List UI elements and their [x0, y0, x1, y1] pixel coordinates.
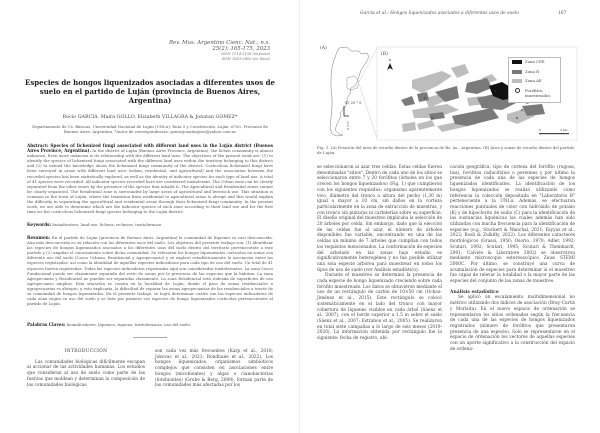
- affiliation: Departamento de Cs. Básicas, Universidad Nacional de Luján (UNLu), Ruta 5 y Constitución, Luján, 6700, Provincia de Buenos Aires, Argentina. *Autor de correspondencia: gomezjonatanjose@yahoo.com.ar: [32, 124, 268, 135]
- stats-paragraph: Se aplicó un escalamiento multidimensional no métrico utilizando dos índices de asociación (Bray-Curtis y Morisita). En el nuevo espacio de ordenación se representaron los sitios ordenados según la frecuencia de cada una de las especies de hongos liquenizados registrados (número de forófitos que presentaron presencia de una especie). Solo se representaron en el espacio de ordenación los vectores de aquellas especies con un aporte significativo a la construcción del espacio de ordena-: [450, 295, 575, 352]
- abstract-text: In the district of Luján (Buenos Aires Province, Argentina), the lichen community is almost unknown. Even more unknown is its relationship with the different land uses. The objectives of the present work are: (1) to identify the species of lichenized fungi associated with the different land uses within the territory belonging to this district and (2) to extend the knowledge about the lichenized fungi community of the district. Corticolous lichenized fungi have been surveyed in areas with different land uses (urban, residential, and agricultural) and the association between the recorded species has been statistically explored, as well as the identity of indicator species for each type of land use. A total of 41 species were recorded. All indicator species recorded here are considered toxitolerant. The Urban zone can be clearly separated from the other zones by the presence of the species that inhabit it. The Agricultural and Residential zones cannot be clearly separated. The Residential zone is surrounded by large areas of agricultural and livestock use. This situation is common in the town of Luján, where the transition from residential to agricultural areas is abrupt and this would explain the difficulty in separating the agricultural and residential areas through their lichenized fungi community. In the present work, we are able to determine which are the indicator species of each zone according to their land use and for the first time we list corticolous lichenized fungi species belonging to the Luján district.: [27, 148, 274, 215]
- scale-a-label: 0 3,3°: [346, 120, 350, 130]
- keywords-text: bioindicators, land use, lichens, richness, toxitolerance.: [52, 222, 163, 227]
- body-column-2: [450, 165, 575, 353]
- legend-label: Zona CFE: [525, 59, 545, 64]
- running-head: García et al.: Hongos liquenizados asociados a diferentes usos de suelo: [360, 11, 519, 16]
- legend-item-ae: [509, 78, 560, 87]
- stats-subheading: Análisis estadístico: [450, 289, 499, 295]
- intro-column-2: [155, 349, 273, 389]
- figure-1: [317, 38, 579, 142]
- page-number: 167: [558, 11, 567, 16]
- issn-online: ISSN 1853-0400 (en línea): [221, 57, 270, 61]
- scale-b-end: 3 km: [560, 128, 568, 132]
- scale-b-start: 0: [539, 128, 541, 132]
- keywords-label: Keywords:: [27, 222, 52, 227]
- svg-text:N: N: [389, 58, 392, 62]
- keywords: [27, 222, 273, 227]
- intro-heading: INTRODUCCIÓN: [64, 349, 108, 354]
- scale-bar-a: [344, 106, 349, 116]
- legend-item-phorophytes: [509, 88, 560, 97]
- authors: Rocío GARCÍA, Maira GOLLO, Elizabeth VILLAGRA & Jonatan GOMEZ*: [62, 115, 238, 120]
- circle-icon: [512, 88, 522, 93]
- issn-print: ISSN 1514-5158 (impresa): [221, 52, 270, 56]
- palabras-clave: [27, 322, 273, 327]
- journal-name: Rev. Mus. Argentino Cienc. Nat., n.s.: [168, 40, 270, 46]
- intro-paragraph-2: son cada vez más frecuentes (Karp et al., 2018; Jokovac et al., 2021; Rondhane et al., 2022). Los hongos liquenizados, organismos simbióticos complejos que consisten en asociaciones entre hongos (micobiontes) y algas o cianobacterias (fotobiontes) (Grube & Berg, 2009), forman parte de las comunidades más afectadas por los: [155, 349, 273, 389]
- journal-citation: [169, 40, 270, 62]
- legend-label: Zona AE: [525, 78, 542, 83]
- panel-a-label: (A): [320, 46, 327, 51]
- right-page: [300, 0, 600, 433]
- palabras-clave-text: bioindicadores, líquenes, riqueza, toxitolerancia, uso del suelo.: [66, 322, 192, 327]
- zoom-line-top: [359, 48, 377, 82]
- legend-label: Forófitos muestreados: [525, 87, 551, 98]
- buenos-aires-outline: [347, 76, 359, 90]
- body-column-1: [317, 165, 442, 342]
- section-divider: [133, 337, 167, 338]
- palabras-clave-label: Palabras Claves:: [27, 322, 66, 327]
- abstract: [27, 143, 273, 214]
- journal-volume: 25(2): 165-175, 2023: [212, 46, 270, 52]
- figure-caption: Fig. 1. (A) Posición del área de estudio dentro de la provincia de Bs. As., Argentina. (B) Área y zonas de estudio dentro del partido de Luján.: [317, 145, 575, 155]
- legend-label: Zona R: [525, 68, 540, 74]
- legend-swatch-cfe: [512, 60, 522, 64]
- map-legend: [508, 57, 561, 103]
- scale-bar-b: [539, 133, 569, 134]
- legend-item-cfe: [509, 59, 560, 68]
- intro-paragraph-1: Las comunidades biológicas difícilmente escapan al accionar de las actividades humanas. Los estudios que consideran al uso de suelo como parte de las fuerzas que moldean y determinan la composición de las comunidades biológicas: [27, 359, 145, 388]
- zoom-line-bottom: [359, 84, 377, 138]
- resumen-text: En el partido de Luján (provincia de Buenos Aires, Argentina) la comunidad de líquenes es casi desconocida. Aún más desconocida es su relación con los diferentes usos del suelo. Los objetivos del presente trabajo son: (1) identificar las especies de hongos liquenizados asociados a los diferentes usos del suelo dentro del territorio perteneciente a este partido y (2) ampliar el conocimiento sobre dicha comunidad. Se relevaron los hongos liquenizados corticolas en zonas con diferente uso del suelo (Casco Urbano, Residencial y Agropecuario) y se exploró estadísticamente la asociación entre las especies registradas, así como la identidad de aquellas especies indicadoras para cada tipo de uso del suelo. Un total de 41 especies fueron registradas. Todas las especies indicadoras registradas aquí son consideradas toxitolerantes. La zona Casco Fundacional puede ser claramente separada del resto de zonas por la presencia de las especies que la habitan. La zona Agropecuaria y Residencial no pueden ser separadas claramente. La zona Residencial está rodeada de superficies de uso Agropecuario amplias. Esta situación es común en la localidad de Luján, donde el paso de zonas residenciales a agropecuarias es abrupto, y esto explicaría, la dificultad de separar las zonas agropecuarias de las residenciales a través de su comunidad de hongos liquenizados. En el presente trabajo, se logró determinar cuáles son las especies indicadoras de cada zona según su uso del suelo y se lista por primera vez especies de hongo liquenizados corticolas pertenecientes al partido de Luján.: [27, 235, 273, 307]
- resumen-label: Resumen:: [27, 235, 51, 240]
- coordinate-label: -47,25 ° S: [344, 101, 362, 105]
- resumen: [27, 235, 273, 306]
- methods-paragraph-2: Durante el muestreo se determinó la presencia de cada especie de hongo liquenizado creciendo sobre cada forófito muestreado. Los datos se obtuvieron mediante el uso de un rectángulo de cartón de 10×50 cm (Ochoa-Jiménez et al., 2015). Este rectángulo se colocó sistemáticamente en el lado del tronco con mayor cobertura de líquenes visibles en cada árbol (Sáenz et al., 2007), con el borde superior a 1,5 m sobre el suelo (Sáenz et al., 2007; Estrabou et al., 2005). Se realizaron en total siete campañas a lo largo de seis meses (2019-2020). La información obtenida por rectángulo fue la siguiente: fecha de registro, ubi-: [317, 273, 442, 342]
- methods-paragraph-3: cación geográfica, tipo de corteza del forófito (rugosa, lisa), forófitos caducifolios o perennes y por último la presencia de cada una de las especies de hongos liquenizados identificados. La identificación de los hongos liquenizados se realizó utilizando como referencia la colección depositada en "Laboratorio B" perteneciente a la UNLu. Además, se efectuaron reacciones puntuales de color con hidróxido de potasio (K) y de hipoclorito de sodio (C) para la identificación de las sustancias liquénicas las cuales además han sido utilizadas con mucha frecuencia para la identificación de especies (e.g., Stuckert & Wanchal, 2021; Fayyaz et al., 2022; Rosli & Zulkifly, 2022). Los diferentes caracteres morfológicos (Grassi, 1950; Osorio, 1970; Adler, 1992; Scutari, 1992; Scutari, 1995; Scutari & Theinhardt, 2001; Calvelo & Liberatore 2002) se observaron mediante microscopio estereoscópico Zeiss STEMI 2000C. Por último, se construyó una curva de acumulación de especies para determinar si el muestreo fue capaz de relevar la totalidad o la mayor parte de las especies del conjunto de las zonas de muestreo.: [450, 165, 575, 285]
- methods-paragraph-1: se seleccionaron al azar tres celdas. Estas celdas fueron denominadas "sitios". Dentro de cada uno de los sitios se seleccionaron entre 7 y 20 forófitos (árboles en los que crecen los hongos liquenizados) (Fig. 1) que cumplieron con los siguientes requisitos: organismo aparentemente vivo, diámetro del tronco a altura del pecho (1,30 m) igual o mayor a 10 cm, sin daños en la corteza particularmente en la zona de extracción de muestras, y con tronco sin pinturas ni cartelerías sobre su superficie. El diseño original del muestreo implicaba la selección de 20 árboles por celda. Sin embargo, dado que la elección de las celdas fue al azar, el número de árboles disponibles fue variable, encontrando en una de las celdas un mínimo de 7 árboles que cumplían con todos los requisitos mencionados. La conformación de especies del arbolado en las zonas bajo estudio es significativamente heterogénea y no fue posible utilizar una sola especie arbórea para muestrear en todos los tipos de uso de suelo (ver Análisis estadístico).: [317, 165, 442, 273]
- legend-swatch-r: [512, 70, 522, 74]
- abstract-label: Abstract: Species of lichenized fungi associated with different land uses in the Luján district (Buenos Aires Province, Argentina).: [27, 143, 273, 154]
- legend-item-r: [509, 69, 560, 78]
- article-title: Especies de hongos liquenizados asociadas a diferentes usos de suelo en el partido de Luján (provincia de Buenos Aires, Argentina): [24, 78, 276, 105]
- intro-column-1: [27, 349, 145, 388]
- panel-b-label: (B): [381, 52, 388, 57]
- north-arrow-icon: [387, 58, 393, 70]
- legend-swatch-ae: [512, 79, 522, 83]
